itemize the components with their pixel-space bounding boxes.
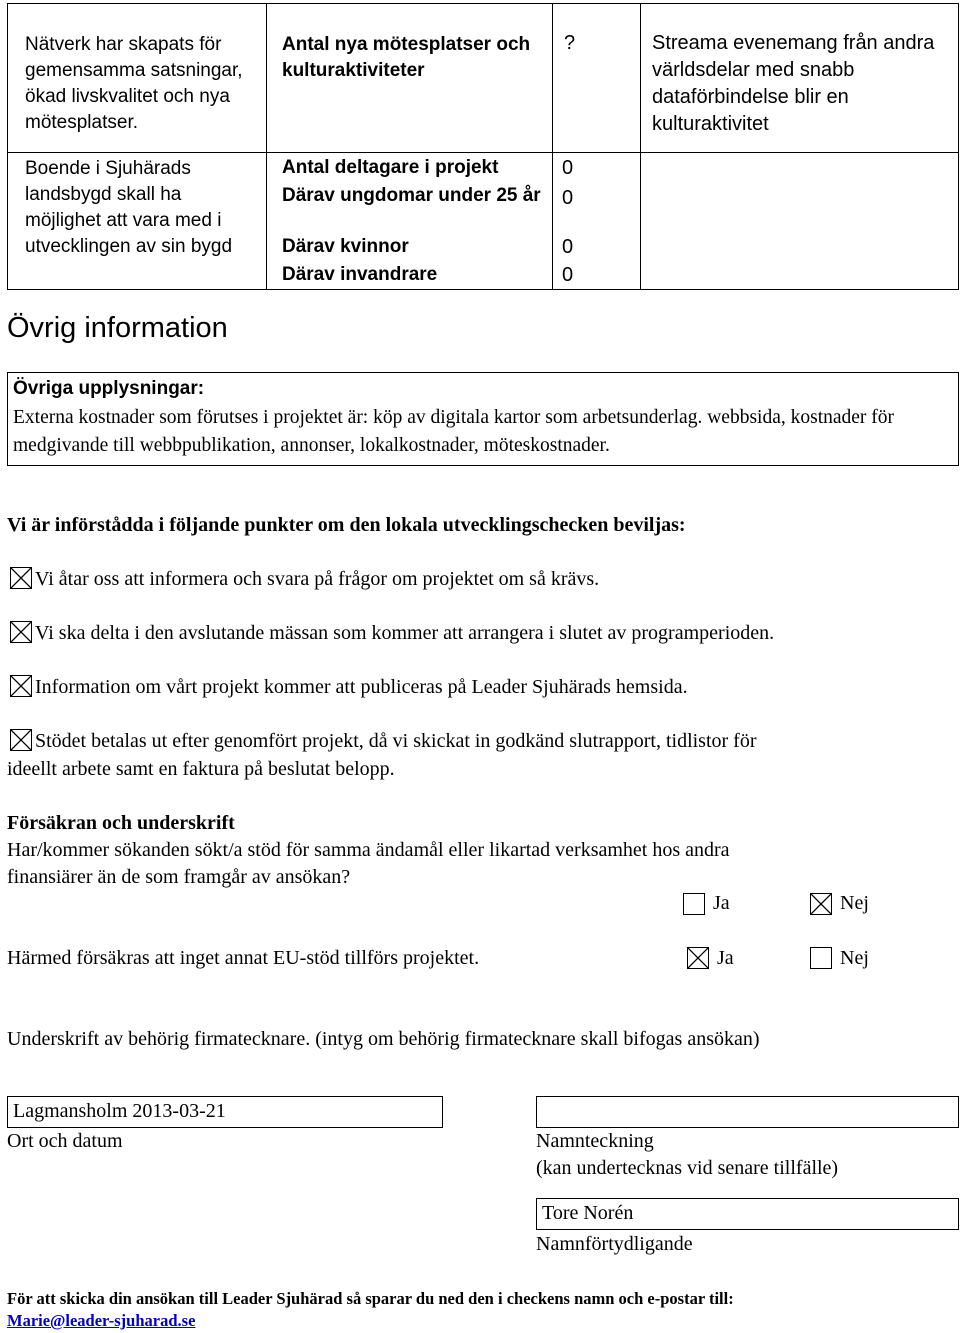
signature-note: (kan undertecknas vid senare tillfälle) bbox=[536, 1157, 839, 1179]
undertaking-checkbox-0[interactable] bbox=[10, 567, 32, 589]
row2-indicator-0-value: 0 bbox=[562, 157, 574, 179]
place-date-field[interactable] bbox=[7, 1096, 443, 1128]
q2-yes-label: Ja bbox=[717, 947, 734, 969]
assurance-question-2: Härmed försäkras att inget annat EU-stöd tillförs projektet. bbox=[7, 947, 480, 969]
undertaking-checkbox-2[interactable] bbox=[10, 675, 32, 697]
assurance-heading: Försäkran och underskrift bbox=[7, 812, 235, 834]
checkmark-x-icon bbox=[11, 676, 31, 696]
checkmark-x-icon bbox=[11, 568, 31, 588]
undertaking-checkbox-1[interactable] bbox=[10, 621, 32, 643]
undertaking-item-3-text: Stödet betalas ut efter genomfört projekt, då vi skickat in godkänd slutrapport, tidlistor för bbox=[35, 730, 757, 752]
row2-indicator-3-label: Därav invandrare bbox=[282, 264, 438, 285]
signature-label: Namnteckning bbox=[536, 1130, 654, 1152]
row2-goal-text: Boende i Sjuhärads landsbygd skall ha möjlighet att vara med i utvecklingen av sin bygd bbox=[25, 158, 233, 257]
row1-indicator-text: Antal nya mötesplatser och kulturaktiviteter bbox=[282, 34, 531, 81]
q2-no-checkbox[interactable] bbox=[810, 947, 832, 969]
place-date-label: Ort och datum bbox=[7, 1130, 123, 1152]
other-info-box-text: Externa kostnader som förutses i projektet är: köp av digitala kartor som arbetsunderlag. webbsida, kostnader för medgivande till webbpublikation, annonser, lokalkostnader, möteskostnader. bbox=[13, 407, 895, 456]
q1-no-label: Nej bbox=[840, 892, 869, 914]
row2-indicator-1-value: 0 bbox=[562, 187, 574, 209]
undertaking-heading: Vi är införstådda i följande punkter om den lokala utvecklingschecken beviljas: bbox=[7, 514, 686, 536]
row2-indicator-3-value: 0 bbox=[562, 264, 574, 286]
signature-field[interactable] bbox=[536, 1096, 959, 1128]
q1-yes-label: Ja bbox=[713, 892, 730, 914]
assurance-question-1-cont: finansiärer än de som framgår av ansökan? bbox=[7, 866, 351, 888]
row2-indicator-2-value: 0 bbox=[562, 236, 574, 258]
row1-comment-text: Streama evenemang från andra världsdelar med snabb dataförbindelse blir en kulturaktivitet bbox=[652, 32, 935, 135]
table-row1-value-cell bbox=[552, 3, 641, 153]
undertaking-item-3-text-cont: ideellt arbete samt en faktura på beslutat belopp. bbox=[7, 758, 395, 780]
undertaking-item-1-text: Vi ska delta i den avslutande mässan som kommer att arrangera i slutet av programperioden. bbox=[35, 622, 775, 644]
row1-goal-text: Nätverk har skapats för gemensamma satsningar, ökad livskvalitet och nya mötesplatser. bbox=[25, 34, 243, 133]
footer-email-link[interactable]: Marie@leader-sjuharad.se bbox=[7, 1311, 196, 1330]
checkmark-x-icon bbox=[811, 894, 831, 914]
row1-value-text: ? bbox=[564, 32, 576, 54]
other-info-box-title: Övriga upplysningar: bbox=[13, 378, 205, 399]
undertaking-checkbox-3[interactable] bbox=[10, 729, 32, 751]
place-date-value: Lagmansholm 2013-03-21 bbox=[13, 1100, 226, 1122]
name-label: Namnförtydligande bbox=[536, 1233, 693, 1255]
row2-indicator-0-label: Antal deltagare i projekt bbox=[282, 157, 499, 178]
name-field[interactable] bbox=[536, 1198, 959, 1230]
checkmark-x-icon bbox=[11, 622, 31, 642]
checkmark-x-icon bbox=[688, 948, 708, 968]
q1-yes-checkbox[interactable] bbox=[683, 893, 705, 915]
table-row2-comment-cell bbox=[640, 152, 959, 290]
checkmark-x-icon bbox=[11, 730, 31, 750]
other-info-heading: Övrig information bbox=[7, 312, 228, 344]
row2-indicator-2-label: Därav kvinnor bbox=[282, 236, 409, 257]
q2-yes-checkbox[interactable] bbox=[687, 947, 709, 969]
undertaking-item-2-text: Information om vårt projekt kommer att publiceras på Leader Sjuhärads hemsida. bbox=[35, 676, 688, 698]
assurance-question-1: Har/kommer sökanden sökt/a stöd för samma ändamål eller likartad verksamhet hos andra bbox=[7, 839, 730, 861]
footer-text: För att skicka din ansökan till Leader Sjuhärad så sparar du ned den i checkens namn och e-postar till: bbox=[7, 1289, 734, 1308]
q1-no-checkbox[interactable] bbox=[810, 893, 832, 915]
name-value: Tore Norén bbox=[542, 1202, 634, 1224]
q2-no-label: Nej bbox=[840, 947, 869, 969]
signature-instruction: Underskrift av behörig firmatecknare. (intyg om behörig firmatecknare skall bifogas ansökan) bbox=[7, 1028, 760, 1050]
undertaking-item-0-text: Vi åtar oss att informera och svara på frågor om projektet om så krävs. bbox=[35, 568, 600, 590]
row2-indicator-1-label: Därav ungdomar under 25 år bbox=[282, 185, 541, 206]
